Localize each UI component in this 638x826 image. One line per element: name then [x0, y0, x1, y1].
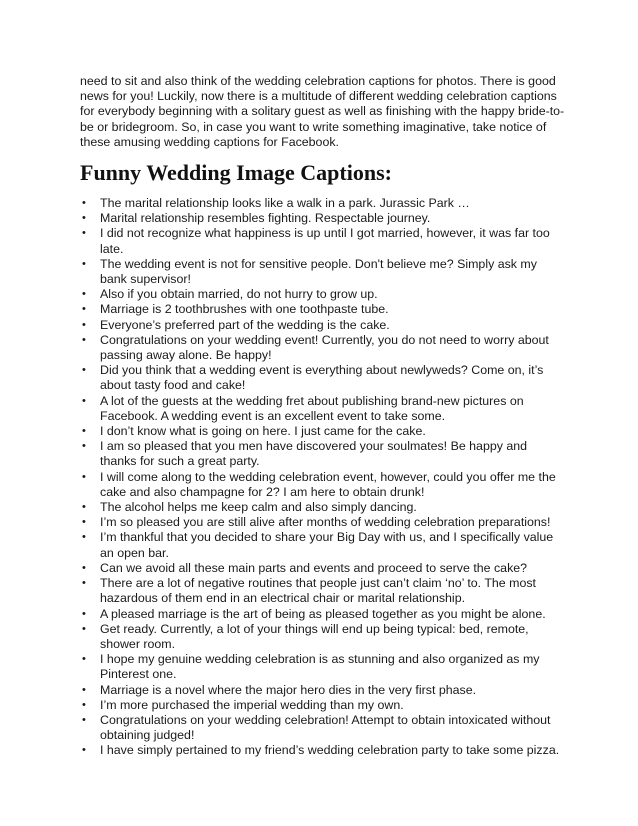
list-item-text: Get ready. Currently, a lot of your things will end up being typical: bed, remote, shower room. [100, 621, 529, 651]
intro-paragraph: need to sit and also think of the wedding celebration captions for photos. There is good news for you! Luckily, now there is a multitude of different wedding celebration captions for everybody beginning with a solitary guest as well as finishing with the happy bride-to-be or bridegroom. So, in case you want to write something imaginative, take notice of these amusing wedding captions for Facebook. [80, 74, 565, 149]
bullet-icon: • [82, 364, 86, 377]
bullet-icon: • [82, 683, 86, 696]
list-item-text: Congratulations on your wedding celebration! Attempt to obtain intoxicated without obtaining judged! [100, 712, 551, 743]
bullet-icon: • [82, 470, 86, 483]
list-item [80, 318, 566, 333]
list-item-text: I’m thankful that you decided to share your Big Day with us, and I specifically value an open bar. [100, 530, 554, 560]
list-item-text: I’m more purchased the imperial wedding than my own. [100, 697, 404, 712]
list-item-text: I did not recognize what happiness is up until I got married, however, it was far too late. [100, 226, 550, 256]
list-item [80, 652, 566, 682]
list-item-text: There are a lot of negative routines that people just can’t claim ‘no’ to. The most hazardous of them end in an electrical chair or marital relationship. [100, 576, 536, 606]
list-item [80, 698, 566, 713]
list-item [80, 439, 566, 469]
list-item-text: Did you think that a wedding event is everything about newlyweds? Come on, it’s about tasty food and cake! [100, 363, 544, 393]
list-item-text: A pleased marriage is the art of being as pleased together as you might be alone. [100, 606, 546, 621]
list-item-text: I hope my genuine wedding celebration is as stunning and also organized as my Pinterest one. [100, 652, 540, 682]
list-item [80, 363, 566, 393]
list-item [80, 561, 566, 576]
list-item [80, 424, 566, 439]
list-item [80, 515, 566, 530]
list-item [80, 743, 566, 758]
list-item [80, 607, 566, 622]
bullet-icon: • [82, 257, 86, 270]
list-item [80, 530, 566, 560]
list-item-text: I will come along to the wedding celebration event, however, could you offer me the cake and also champagne for 2? I am here to obtain drunk! [100, 469, 556, 499]
list-item-text: Everyone’s preferred part of the wedding is the cake. [100, 317, 390, 332]
bullet-icon: • [82, 744, 86, 757]
bullet-icon: • [82, 501, 86, 514]
list-item-text: I am so pleased that you men have discovered your soulmates! Be happy and thanks for such a great party. [100, 439, 528, 469]
list-item [80, 683, 566, 698]
list-item-text: I have simply pertained to my friend’s wedding celebration party to take some pizza. [100, 743, 560, 758]
list-item-text: Marriage is a novel where the major hero dies in the very first phase. [100, 682, 477, 697]
bullet-icon: • [82, 516, 86, 529]
list-item [80, 394, 566, 424]
list-item-text: Also if you obtain married, do not hurry to grow up. [100, 287, 378, 302]
document-page [80, 74, 566, 759]
bullet-icon: • [82, 197, 86, 210]
list-item [80, 287, 566, 302]
list-item-text: Congratulations on your wedding event! Currently, you do not need to worry about passing away alone. Be happy! [100, 332, 549, 363]
bullet-icon: • [82, 227, 86, 240]
list-item-text: I’m so pleased you are still alive after months of wedding celebration preparations! [100, 515, 551, 530]
list-item-text: Marital relationship resembles fighting. Respectable journey. [100, 211, 431, 226]
bullet-icon: • [82, 333, 86, 346]
list-item [80, 500, 566, 515]
bullet-icon: • [82, 622, 86, 635]
list-item [80, 622, 566, 652]
list-item-text: A lot of the guests at the wedding fret about publishing brand-new pictures on Facebook. A wedding event is an excellent event to take some. [100, 393, 524, 423]
list-item-text: The marital relationship looks like a walk in a park. Jurassic Park … [100, 196, 470, 211]
section-heading: Funny Wedding Image Captions: [80, 160, 392, 186]
list-item [80, 211, 566, 226]
list-item [80, 226, 566, 256]
bullet-icon: • [82, 531, 86, 544]
list-item [80, 333, 566, 363]
bullet-icon: • [82, 425, 86, 438]
list-item [80, 470, 566, 500]
list-item-text: The alcohol helps me keep calm and also simply dancing. [100, 500, 417, 515]
list-item-text: I don’t know what is going on here. I just came for the cake. [100, 424, 426, 439]
bullet-icon: • [82, 394, 86, 407]
bullet-icon: • [82, 561, 86, 574]
bullet-icon: • [82, 653, 86, 666]
list-item-text: Can we avoid all these main parts and events and proceed to serve the cake? [100, 560, 528, 575]
list-item [80, 302, 566, 317]
list-item [80, 196, 566, 211]
bullet-icon: • [82, 713, 86, 726]
bullet-icon: • [82, 698, 86, 711]
list-item [80, 257, 566, 287]
list-item [80, 576, 566, 606]
bullet-icon: • [82, 212, 86, 225]
bullet-icon: • [82, 607, 86, 620]
bullet-icon: • [82, 288, 86, 301]
list-item-text: Marriage is 2 toothbrushes with one toothpaste tube. [100, 302, 389, 317]
caption-list [80, 196, 566, 759]
list-item [80, 713, 566, 743]
bullet-icon: • [82, 577, 86, 590]
bullet-icon: • [82, 303, 86, 316]
list-item-text: The wedding event is not for sensitive people. Don't believe me? Simply ask my bank supervisor! [100, 256, 537, 287]
bullet-icon: • [82, 440, 86, 453]
bullet-icon: • [82, 318, 86, 331]
